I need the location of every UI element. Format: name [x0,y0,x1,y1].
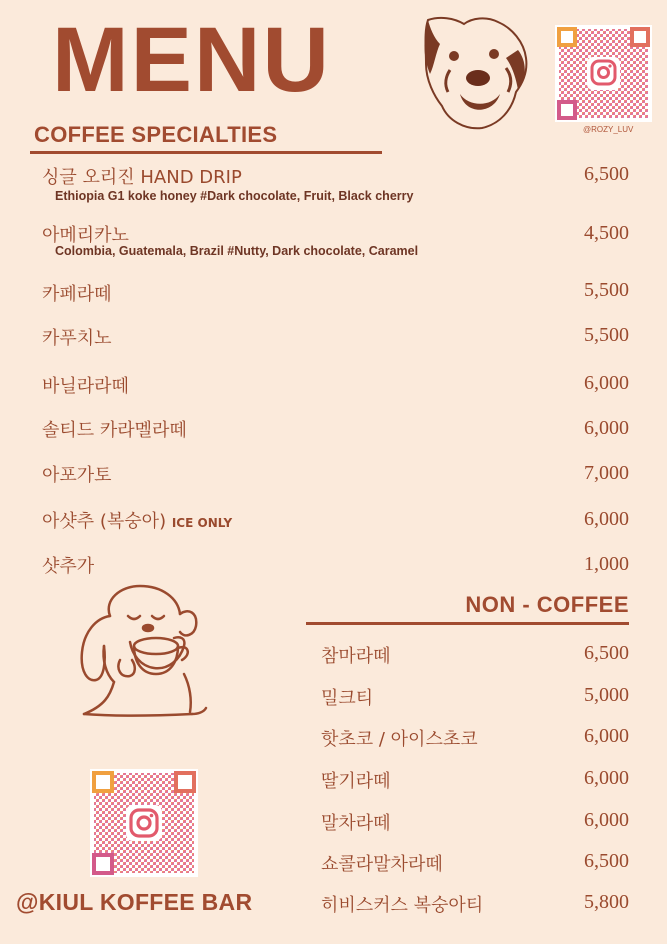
menu-item-name-with-note [42,507,232,533]
dog-drinking-coffee-illustration [80,582,210,722]
menu-item-name: 히비스커스 복숭아티 [321,895,484,916]
menu-item-name: 카페라떼 [42,284,112,305]
section-divider [30,151,382,154]
menu-item-price: 6,000 [584,725,629,747]
ice-only-note: ICE ONLY [171,516,233,530]
menu-item-name: 핫초코 / 아이스초코 [321,729,478,750]
menu-item-name: 바닐라라떼 [42,376,129,397]
menu-item-name: 밀크티 [321,688,374,709]
menu-item-price: 1,000 [584,553,629,575]
menu-item-name: 샷추가 [42,556,95,577]
menu-item-price: 5,500 [584,279,629,301]
section-divider [306,622,629,625]
menu-item-description: Colombia, Guatemala, Brazil #Nutty, Dark chocolate, Caramel [55,244,419,258]
menu-item-price: 7,000 [584,462,629,484]
menu-item-name: 참마라떼 [321,646,391,667]
menu-item-name: 아메리카노 [42,225,129,246]
instagram-icon [590,59,617,86]
menu-item-price: 6,500 [584,850,629,872]
menu-item-name: 솔티드 카라멜라떼 [42,420,187,441]
menu-item-price: 6,500 [584,163,629,185]
menu-item-price: 4,500 [584,222,629,244]
menu-item-price: 6,000 [584,417,629,439]
instagram-handle-small[interactable]: @ROZY_LUV [583,125,634,134]
menu-item-name: 아포가토 [42,465,112,486]
menu-item-name: 싱글 오리진 HAND DRIP [42,167,242,188]
menu-item-name: 딸기라떼 [321,771,391,792]
non-coffee-section-heading: NON - COFFEE [465,592,629,617]
menu-item-name: 아샷추 (복숭아) [42,511,167,532]
menu-item-price: 5,000 [584,684,629,706]
menu-item-description: Ethiopia G1 koke honey #Dark chocolate, Fruit, Black cherry [55,189,414,203]
menu-item-name: 쇼콜라말차라떼 [321,854,443,875]
instagram-icon [128,807,160,839]
menu-item-price: 5,800 [584,891,629,913]
menu-title: MENU [52,9,331,111]
coffee-section-heading: COFFEE SPECIALTIES [34,122,278,147]
menu-item-price: 6,000 [584,372,629,394]
menu-item-price: 6,000 [584,767,629,789]
menu-item-price: 6,500 [584,642,629,664]
menu-item-price: 5,500 [584,324,629,346]
dog-face-illustration [420,14,532,132]
instagram-handle[interactable]: @KIUL KOFFEE BAR [16,889,253,915]
menu-item-price: 6,000 [584,809,629,831]
menu-item-price: 6,000 [584,508,629,530]
menu-item-name: 말차라떼 [321,813,391,834]
menu-item-name: 카푸치노 [42,328,112,349]
